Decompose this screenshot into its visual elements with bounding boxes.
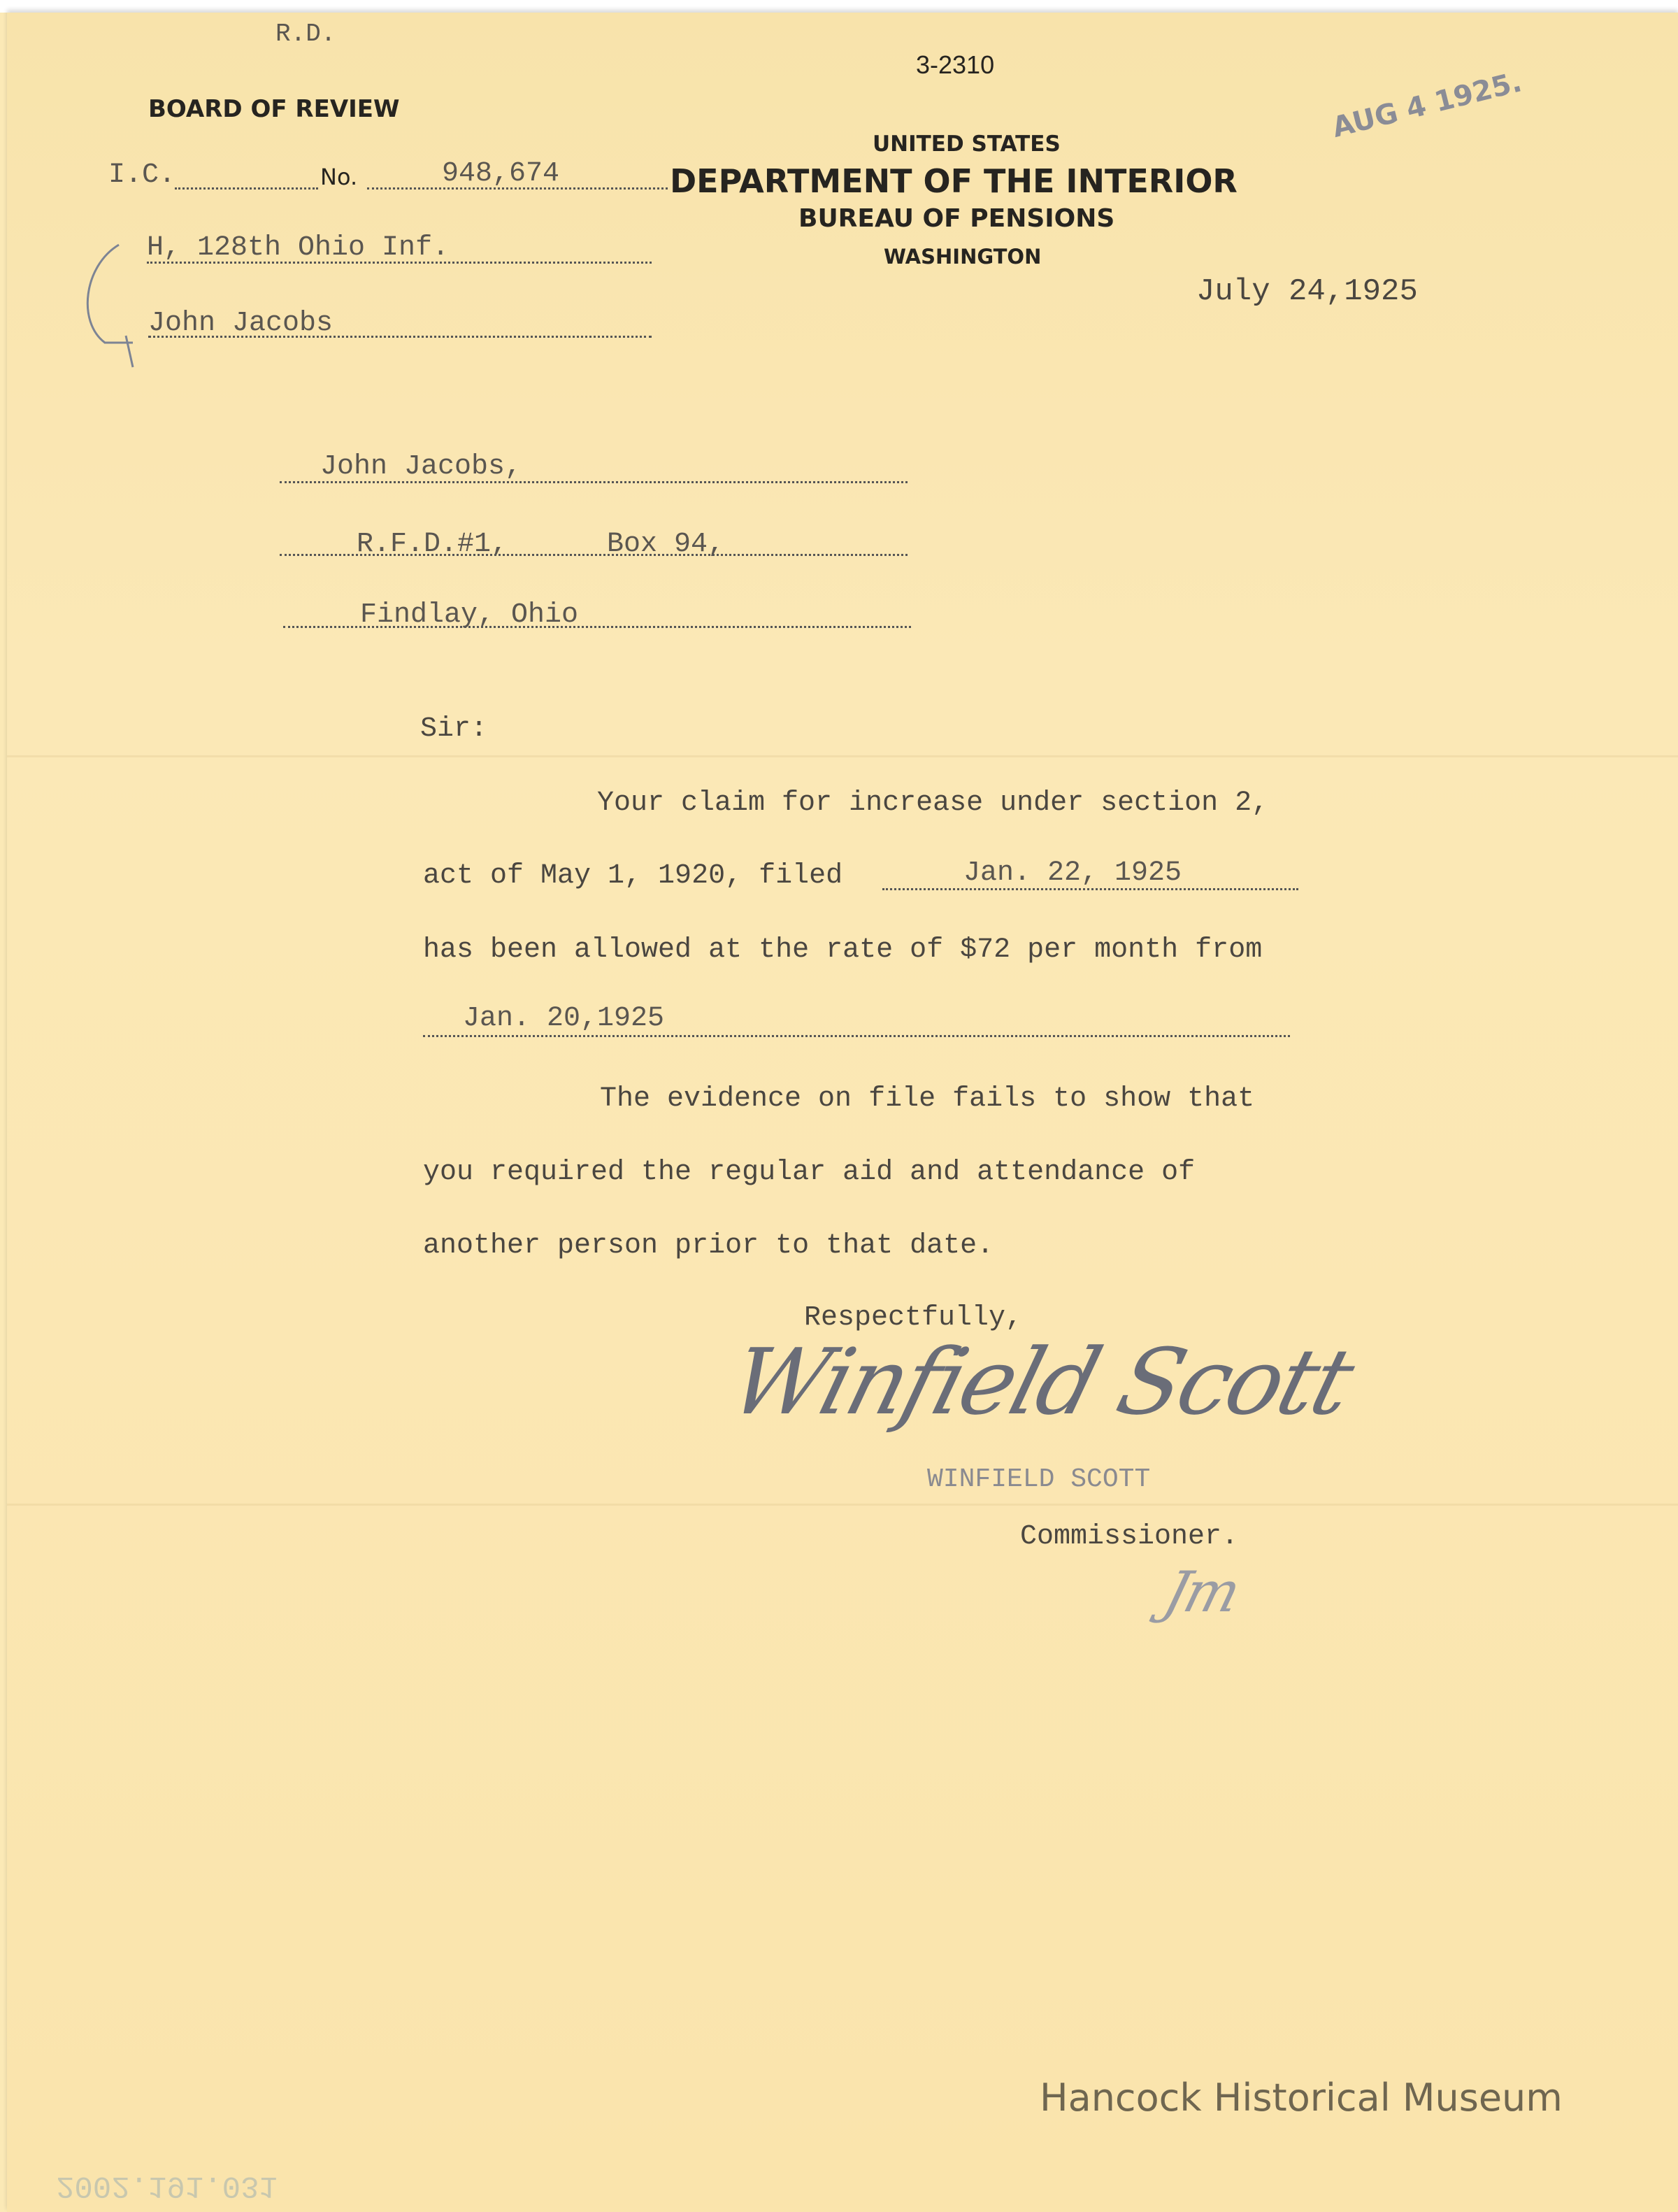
file-mark: R.D. [275,20,336,48]
from-date-line [423,1035,1290,1037]
body-line: another person prior to that date. [423,1230,994,1262]
filed-date: Jan. 22, 1925 [963,857,1182,889]
form-number: 3-2310 [916,50,995,79]
unit: H, 128th Ohio Inf. [147,232,450,264]
museum-watermark: Hancock Historical Museum [1040,2076,1563,2120]
body-line: has been allowed at the rate of $72 per month from [423,934,1263,966]
unit-line [147,262,652,264]
pencil-bracket-mark [77,238,161,371]
address-line [283,626,911,628]
claim-number: 948,674 [442,158,560,190]
name-line [148,336,652,338]
salutation: Sir: [420,713,488,745]
fold-line [7,755,1678,757]
reference-name: John Jacobs [148,308,334,339]
division-heading: BOARD OF REVIEW [148,95,400,123]
letter-date: July 24,1925 [1196,274,1418,309]
fold-line [7,1504,1678,1506]
body-line: you required the regular aid and attendance of [423,1157,1196,1188]
valediction: Respectfully, [804,1302,1023,1334]
body-line: act of May 1, 1920, filed [423,860,843,892]
signer-title: Commissioner. [1020,1521,1239,1553]
addressee-route: R.F.D.#1, [357,529,508,560]
addressee-name: John Jacobs, [320,451,522,483]
from-date: Jan. 20,1925 [463,1003,665,1034]
country-heading: UNITED STATES [873,131,1061,157]
addressee-city: Findlay, Ohio [360,599,579,631]
signer-name-stamp: WINFIELD SCOTT [927,1464,1151,1494]
class-label: I.C. [108,159,176,191]
signature: Winfield Scott [719,1329,1363,1435]
address-line [280,554,908,556]
bureau-heading: BUREAU OF PENSIONS [798,204,1115,233]
body-line: The evidence on file fails to show that [600,1083,1255,1115]
scan-border [0,0,1678,13]
clerk-initials: Jm [1157,1560,1245,1625]
received-stamp: AUG 4 1925. [1328,66,1526,144]
addressee-box: Box 94, [607,529,725,560]
city-heading: WASHINGTON [884,245,1042,269]
accession-number-bleedthrough: 2002.191.031 [56,2168,278,2203]
body-line: Your claim for increase under section 2, [597,787,1269,819]
department-heading: DEPARTMENT OF THE INTERIOR [670,162,1238,200]
address-line [280,481,908,483]
no-label: No. [320,164,358,190]
